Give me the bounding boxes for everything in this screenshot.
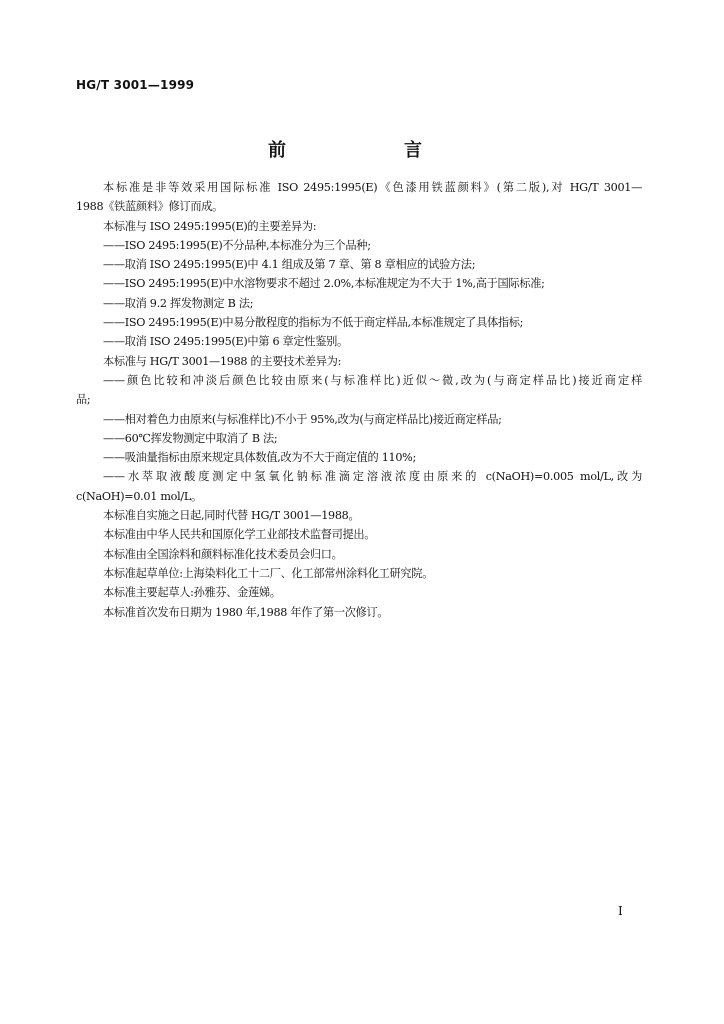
paragraph: 本标准与 HG/T 3001—1988 的主要技术差异为: bbox=[103, 354, 342, 368]
paragraph: 本标准起草单位:上海染料化工十二厂、化工部常州涂料化工研究院。 bbox=[103, 566, 434, 580]
page-number: I bbox=[618, 904, 623, 918]
foreword-body bbox=[76, 178, 642, 622]
paragraph: 本标准与 ISO 2495:1995(E)的主要差异为: bbox=[103, 219, 317, 233]
list-item: ——颜色比较和冲淡后颜色比较由原来(与标准样比)近似～微,改为(与商定样品比)接近商定样 bbox=[103, 373, 642, 387]
list-item-continuation: 品; bbox=[76, 393, 91, 407]
page-title: 前 言 bbox=[268, 140, 472, 161]
list-item: ——水萃取液酸度测定中氢氧化钠标准滴定溶液浓度由原来的 c(NaOH)=0.005 mol/L,改为 bbox=[103, 470, 642, 484]
list-item: ——ISO 2495:1995(E)中易分散程度的指标为不低于商定样品,本标准规定了具体指标; bbox=[103, 316, 524, 330]
list-item: ——ISO 2495:1995(E)不分品种,本标准分为三个品种; bbox=[103, 238, 371, 252]
list-item: ——取消 ISO 2495:1995(E)中第 6 章定性鉴别。 bbox=[103, 335, 348, 349]
paragraph: 本标准由中华人民共和国原化学工业部技术监督司提出。 bbox=[103, 528, 376, 542]
paragraph: 本标准由全国涂料和颜料标准化技术委员会归口。 bbox=[103, 547, 343, 561]
paragraph: 1988《铁蓝颜料》修订而成。 bbox=[76, 200, 224, 214]
list-item: ——取消 9.2 挥发物测定 B 法; bbox=[103, 296, 254, 310]
paragraph: 本标准首次发布日期为 1980 年,1988 年作了第一次修订。 bbox=[103, 605, 389, 619]
paragraph: 本标准自实施之日起,同时代替 HG/T 3001—1988。 bbox=[103, 509, 360, 523]
list-item-continuation: c(NaOH)=0.01 mol/L。 bbox=[76, 489, 202, 503]
list-item: ——吸油量指标由原来规定具体数值,改为不大于商定值的 110%; bbox=[103, 451, 416, 465]
standard-code: HG/T 3001—1999 bbox=[76, 78, 195, 92]
list-item: ——相对着色力由原来(与标准样比)不小于 95%,改为(与商定样品比)接近商定样品; bbox=[103, 412, 502, 426]
list-item: ——60℃挥发物测定中取消了 B 法; bbox=[103, 431, 278, 445]
list-item: ——ISO 2495:1995(E)中水溶物要求不超过 2.0%,本标准规定为不大于 1%,高于国际标准; bbox=[103, 277, 545, 291]
list-item: ——取消 ISO 2495:1995(E)中 4.1 组成及第 7 章、第 8 章相应的试验方法; bbox=[103, 258, 476, 272]
paragraph: 本标准主要起草人:孙雅芬、金莲娣。 bbox=[103, 586, 281, 600]
paragraph: 本标准是非等效采用国际标准 ISO 2495:1995(E)《色漆用铁蓝颜料》(第二版),对 HG/T 3001— bbox=[103, 181, 642, 194]
